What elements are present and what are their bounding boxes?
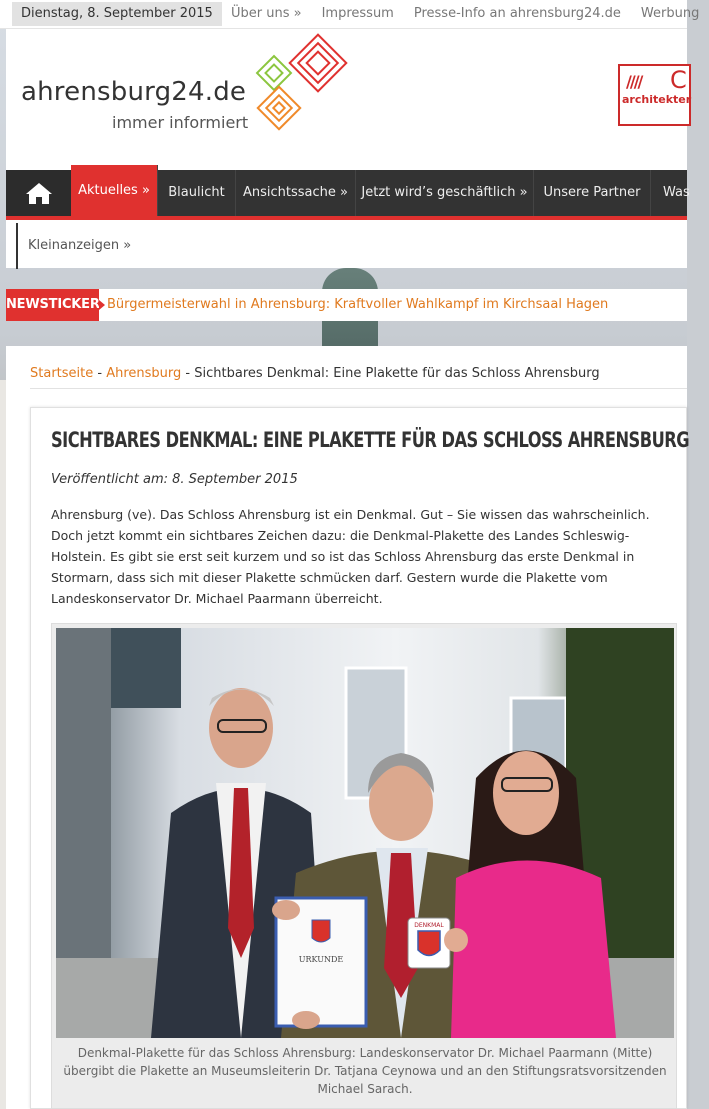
photo-scene (56, 628, 674, 1038)
top-bar (0, 0, 700, 29)
sponsor-logo-icon: //// (626, 72, 642, 91)
article-title: SICHTBARES DENKMAL: EINE PLAKETTE FÜR DAS SCHLOSS AHRENSBURG (51, 428, 690, 452)
nav-item-partner[interactable]: Unsere Partner (534, 170, 651, 216)
nav-item-blaulicht[interactable]: Blaulicht (158, 170, 236, 216)
nav-item-geschaeftlich[interactable]: Jetzt wird’s geschäftlich » (356, 170, 534, 216)
sub-nav-divider (16, 223, 18, 269)
breadcrumb-separator: - (181, 366, 195, 381)
site-tagline: immer informiert (112, 113, 249, 132)
breadcrumb-category[interactable]: Ahrensburg (106, 366, 182, 381)
nav-item-ansichtssache[interactable]: Ansichtssache » (236, 170, 356, 216)
site-logo[interactable]: ahrensburg24.de (21, 77, 247, 107)
top-link-about[interactable]: Über uns » (231, 6, 302, 21)
sponsor-banner[interactable] (618, 64, 691, 126)
newsticker (6, 289, 687, 321)
current-date: Dienstag, 8. September 2015 (12, 2, 222, 26)
breadcrumb (30, 366, 600, 381)
newsticker-headline[interactable]: Bürgermeisterwahl in Ahrensburg: Kraftvoller Wahlkampf im Kirchsaal Hagen (107, 297, 609, 312)
article (30, 407, 690, 1109)
breadcrumb-divider (30, 388, 687, 389)
site-header (6, 29, 692, 170)
top-link-press[interactable]: Presse-Info an ahrensburg24.de (413, 6, 621, 21)
breadcrumb-home[interactable]: Startseite (30, 366, 94, 381)
nav-item-was[interactable]: Was (663, 185, 690, 200)
nav-home-button[interactable] (6, 170, 72, 216)
breadcrumb-current: Sichtbares Denkmal: Eine Plakette für das Schloss Ahrensburg (194, 366, 600, 381)
nav-item-aktuelles[interactable]: Aktuelles » (71, 165, 158, 216)
content-area (6, 346, 690, 1109)
main-nav (6, 170, 690, 220)
top-link-imprint[interactable]: Impressum (321, 6, 394, 21)
article-date: Veröffentlicht am: 8. September 2015 (51, 472, 298, 487)
breadcrumb-separator: - (93, 366, 107, 381)
top-link-advertising[interactable]: Werbung (640, 6, 700, 21)
sponsor-letter: C (670, 66, 687, 94)
article-photo[interactable] (56, 628, 674, 1038)
home-icon (25, 181, 53, 205)
top-links (231, 0, 709, 28)
photo-caption: Denkmal-Plakette für das Schloss Ahrensburg: Landeskonservator Dr. Michael Paarmann (Mitte) übergibt die Plakette an Museumsleiterin Dr. Tatjana Ceynowa und an den Stiftungsratsvorsitzenden Michael Sarach. (63, 1046, 667, 1096)
logo-lace-icon (238, 33, 358, 133)
nav-item-kleinanzeigen[interactable]: Kleinanzeigen » (28, 238, 132, 253)
sub-nav (6, 220, 687, 268)
article-figure (51, 623, 677, 1109)
newsticker-label: NEWSTICKER (6, 289, 99, 321)
article-body: Ahrensburg (ve). Das Schloss Ahrensburg ist ein Denkmal. Gut – Sie wissen das wahrscheinlich. Doch jetzt kommt ein sichtbares Zeichen dazu: die Denkmal-Plakette des Landes Schleswig-Holstein. Es gibt sie erst seit kurzem und so ist das Schloss Ahrensburg das erste Denkmal in Stormarn, dass sich mit dieser Plakette schmücken darf. Gestern wurde die Plakette vom Landeskonservator Dr. Michael Paarmann überreicht. (51, 507, 650, 606)
sponsor-name: architekter (622, 93, 692, 106)
certificate-title: URKUNDE (298, 955, 344, 964)
plaque-label: DENKMAL (414, 922, 444, 929)
